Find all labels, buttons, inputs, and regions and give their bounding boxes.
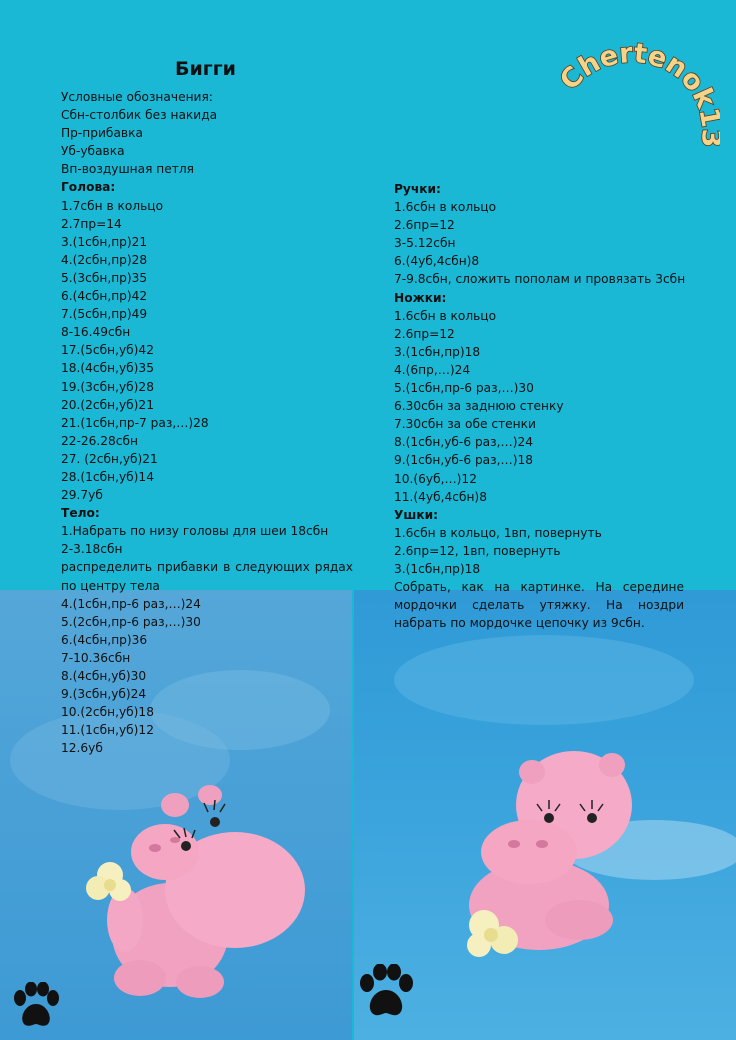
body-row: 5.(2сбн,пр-6 раз,…)30 [61,614,201,629]
assembly-note: Собрать, как на картинке. На середине мордочки сделать утяжку. На ноздри набрать по мордочке цепочку из 9сбн. [394,580,684,631]
legend-item: Уб-убавка [61,144,125,159]
right-column [394,180,684,632]
legs-row: 10.(6уб,…)12 [394,471,477,486]
body-row: 4.(1сбн,пр-6 раз,…)24 [61,596,201,611]
legs-row: 3.(1сбн,пр)18 [394,344,481,359]
head-row: 3.(1сбн,пр)21 [61,234,148,249]
head-row: 19.(3сбн,уб)28 [61,379,154,394]
head-row: 7.(5сбн,пр)49 [61,307,148,322]
head-section-heading: Голова: [61,180,116,195]
legs-row: 2.6пр=12 [394,326,455,341]
head-row: 29.7уб [61,488,103,503]
head-row: 8-16.49сбн [61,325,131,340]
body-row: 1.Набрать по низу головы для шеи 18сбн [61,524,329,539]
legend-item: Сбн-столбик без накида [61,108,218,123]
legs-row: 4.(6пр,…)24 [394,362,471,377]
body-row: 2-3.18сбн [61,542,123,557]
head-row: 17.(5сбн,уб)42 [61,343,154,358]
arms-row: 6.(4уб,4сбн)8 [394,254,480,269]
body-row: 10.(2сбн,уб)18 [61,705,154,720]
legs-row: 11.(4уб,4сбн)8 [394,489,487,504]
toy-photo-right [354,590,736,1040]
legend-item: Пр-прибавка [61,126,143,141]
legs-row: 6.30сбн за заднюю стенку [394,399,564,414]
head-row: 22-26.28сбн [61,433,138,448]
pattern-title: Бигги [175,58,236,80]
legs-row: 5.(1сбн,пр-6 раз,…)30 [394,381,534,396]
body-row: 9.(3сбн,уб)24 [61,687,147,702]
legs-section-heading: Ножки: [394,290,447,305]
body-row: 6.(4сбн,пр)36 [61,632,148,647]
head-row: 20.(2сбн,уб)21 [61,397,154,412]
arms-row: 2.6пр=12 [394,218,455,233]
ears-row: 3.(1сбн,пр)18 [394,561,481,576]
head-row: 2.7пр=14 [61,216,122,231]
body-note: распределить прибавки в следующих рядах по центру тела [61,560,353,593]
body-row: 7-10.36сбн [61,650,131,665]
head-row: 5.(3сбн,пр)35 [61,270,148,285]
arms-row: 7-9.8сбн, сложить пополам и провязать 3сбн [394,272,686,287]
ears-row: 1.6сбн в кольцо, 1вп, повернуть [394,525,602,540]
legs-row: 1.6сбн в кольцо [394,308,497,323]
arms-section-heading: Ручки: [394,182,441,196]
legend-item: Вп-воздушная петля [61,162,194,177]
head-row: 1.7сбн в кольцо [61,198,164,213]
legs-row: 9.(1сбн,уб-6 раз,…)18 [394,453,533,468]
head-row: 28.(1сбн,уб)14 [61,469,154,484]
svg-text:Chertenok13: hertenok [573,40,720,113]
head-row: 4.(2сбн,пр)28 [61,252,148,267]
legs-row: 7.30сбн за обе стенки [394,417,536,432]
ears-section-heading: Ушки: [394,507,439,522]
head-row: 18.(4сбн,уб)35 [61,361,154,376]
body-row: 12.6уб [61,741,103,756]
arms-row: 3-5.12сбн [394,236,456,251]
legend-heading: Условные обозначения: [61,90,213,104]
paw-print-icon [10,982,62,1034]
head-row: 27. (2сбн,уб)21 [61,451,158,466]
body-section-heading: Тело: [61,506,100,521]
left-column [61,88,353,757]
paw-print-icon [356,964,416,1024]
head-row: 6.(4сбн,пр)42 [61,289,148,304]
head-row: 21.(1сбн,пр-7 раз,…)28 [61,415,209,430]
body-row: 11.(1сбн,уб)12 [61,723,154,738]
arms-row: 1.6сбн в кольцо [394,200,497,215]
body-row: 8.(4сбн,уб)30 [61,669,147,683]
legs-row: 8.(1сбн,уб-6 раз,…)24 [394,435,533,450]
ears-row: 2.6пр=12, 1вп, повернуть [394,543,561,558]
